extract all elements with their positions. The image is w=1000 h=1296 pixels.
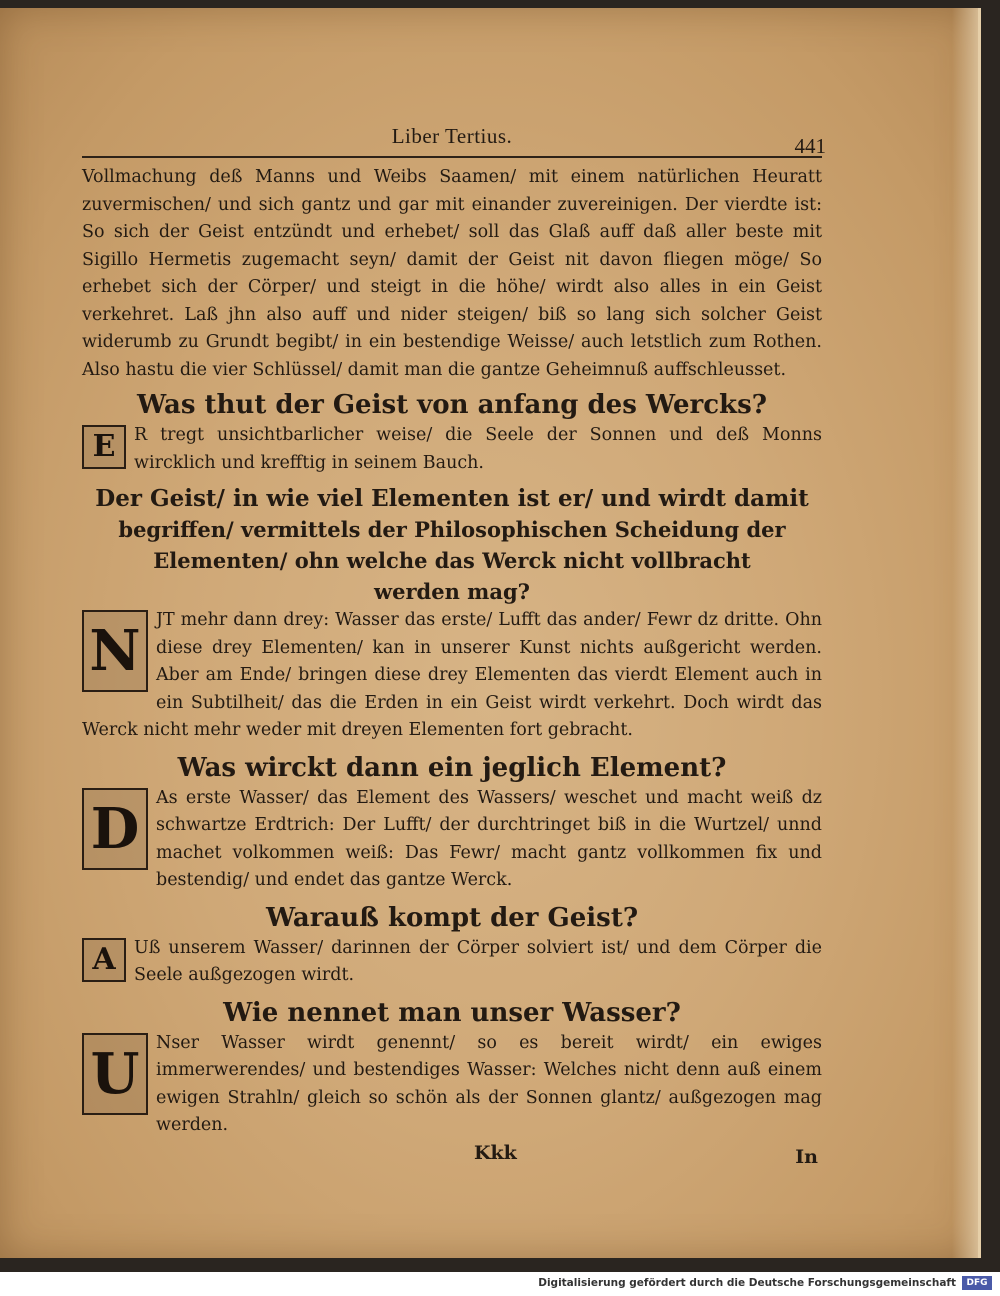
text-block [82,120,826,1172]
answer-1-text: R tregt unsichtbarlicher weise/ die Seele der Sonnen und deß Monns wircklich und krefftig in seinem Bauch. [134,425,822,473]
question-heading-5: Wie nennet man unser Wasser? [223,997,681,1028]
digitization-footer [0,1272,1000,1296]
question-heading-3: Was wirckt dann ein jeglich Element? [177,752,727,783]
initial-letter-u: U [82,1033,148,1115]
book-page [0,8,981,1258]
question-2-line-4: werden mag? [374,579,530,604]
answer-2-text: JT mehr dann drey: Wasser das erste/ Lufft das ander/ Fewr dz dritte. Ohn diese drey Elementen/ kan in unserer Kunst nichts außgericht werden. Aber am Ende/ bringen diese drey Elementen das vierdt Element auch in ein Subtilheit/ das die Erden in ein Geist wirdt verkehrt. Doch wirdt das Werck nicht mehr weder mit dreyen Elementen fort gebracht. [82,610,822,740]
initial-letter-e: E [82,425,126,469]
initial-letter-n: N [82,610,148,692]
answer-5 [82,1030,822,1140]
signature-mark: Kkk [474,1141,517,1164]
question-2-line-1: Der Geist/ in wie viel Elementen ist er/ und wirdt damit [95,485,809,512]
question-heading-4: Warauß kompt der Geist? [265,902,639,933]
answer-5-text: Nser Wasser wirdt genennt/ so es bereit wirdt/ ein ewiges immerwerendes/ und bestendiges Wasser: Welches nicht denn auß einem ewigen Strahln/ gleich so schön als der Sonnen glantz/ außgezogen mag werden. [156,1032,822,1135]
question-heading-2 [82,483,822,607]
initial-letter-a: A [82,938,126,982]
page-number: 441 [794,134,826,158]
initial-letter-d: D [82,788,148,870]
catchword-line [82,1142,822,1172]
running-head [82,120,826,158]
answer-2 [82,607,822,745]
running-title: Liber Tertius. [391,124,513,148]
question-2-line-3: Elementen/ ohn welche das Werck nicht vollbracht [153,548,751,573]
question-2-line-2: begriffen/ vermittels der Philosophischen Scheidung der [118,517,786,542]
catchword: In [795,1145,818,1168]
answer-3-text: As erste Wasser/ das Element des Wassers/ weschet und macht weiß dz schwartze Erdtrich: Der Lufft/ der durchtringet biß in die Wurtzel/ unnd machet volkommen weiß: Das Fewr/ macht gantz vollkommen fix und bestendig/ und endet das gantze Werck. [156,787,822,890]
intro-paragraph: Vollmachung deß Manns und Weibs Saamen/ mit einem natürlichen Heuratt zuvermischen/ und sich gantz und gar mit einander zuvereinigen. Der vierdte ist: So sich der Geist entzündt und erhebet/ soll das Glaß auff daß aller beste mit Sigillo Hermetis zugemacht seyn/ damit der Geist nit davon fliegen möge/ So erhebet sich der Cörper/ und steigt in die höhe/ wirdt also alles in ein Geist verkehret. Laß jhn also auff und nider steigen/ biß so lang sich solcher Geist widerumb zu Grundt begibt/ in ein bestendige Weisse/ auch letstlich zum Rothen. Also hastu die vier Schlüssel/ damit man die gantze Geheimnuß auffschleusset. [82,167,822,380]
question-heading-1: Was thut der Geist von anfang des Wercks? [137,390,767,420]
dfg-logo-icon[interactable]: DFG [962,1276,992,1290]
answer-1 [82,422,822,477]
answer-3 [82,785,822,895]
answer-4-text: Uß unserem Wasser/ darinnen der Cörper solviert ist/ und dem Cörper die Seele außgezogen wirdt. [134,937,822,985]
funding-credit: Digitalisierung gefördert durch die Deutsche Forschungsgemeinschaft [538,1277,956,1289]
answer-4 [82,935,822,990]
